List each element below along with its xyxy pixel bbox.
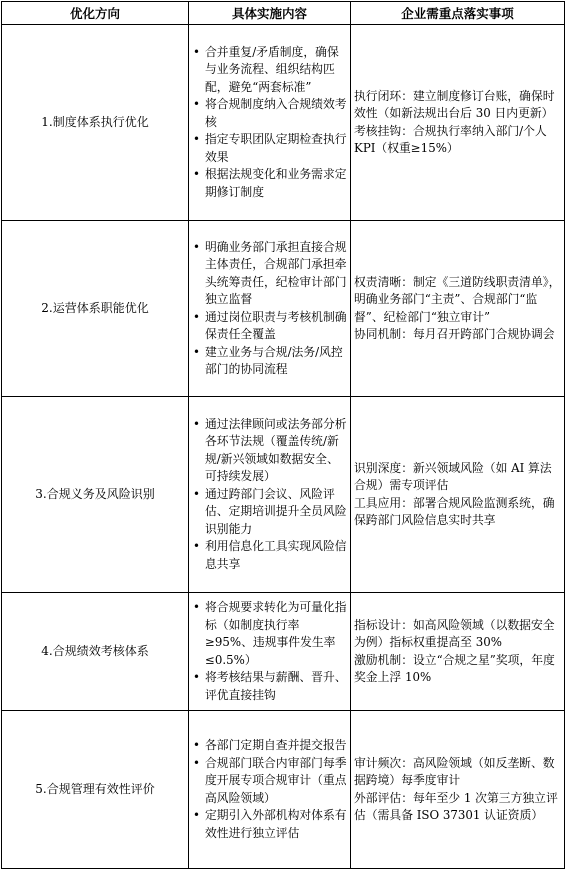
table-row <box>2 397 565 593</box>
list-item: • 将合规要求转化为可量化指标（如制度执行率≥95%、违规事件发生率≤0.5%） <box>192 599 347 669</box>
header-direction: 优化方向 <box>2 2 189 25</box>
list-item: • 定期引入外部机构对体系有效性进行独立评估 <box>192 807 347 842</box>
requirement-text: 审计频次：高风险领域（如反垄断、数据跨境）每季度审计 <box>354 755 555 787</box>
table-row <box>2 221 565 397</box>
direction-cell: 4.合规绩效考核体系 <box>2 593 189 711</box>
implementation-cell <box>189 221 351 397</box>
table-row <box>2 711 565 869</box>
requirements-cell <box>351 593 565 711</box>
implementation-cell <box>189 25 351 221</box>
requirements-cell <box>351 397 565 593</box>
direction-cell: 5.合规管理有效性评价 <box>2 711 189 869</box>
requirement-text: 考核挂钩：合规执行率纳入部门/个人 KPI（权重≥15%） <box>354 123 547 155</box>
table-row <box>2 25 565 221</box>
requirement-text: 识别深度：新兴领域风险（如 AI 算法合规）需专项评估 <box>354 460 552 492</box>
list-item: • 建立业务与合规/法务/风控部门的协同流程 <box>192 344 347 379</box>
list-item: • 各部门定期自查并提交报告 <box>192 737 347 755</box>
header-requirements: 企业需重点落实事项 <box>351 2 565 25</box>
requirement-text: 执行闭环：建立制度修订台账，确保时效性（如新法规出台后 30 日内更新） <box>354 88 555 120</box>
requirement-text: 工具应用：部署合规风险监测系统，确保跨部门风险信息实时共享 <box>354 495 555 527</box>
requirement-text: 权责清晰：制定《三道防线职责清单》，明确业务部门“主责”、合规部门“监督”、纪检部门“独立审计” <box>354 274 561 324</box>
list-item: • 将合规制度纳入合规绩效考核 <box>192 96 347 131</box>
requirements-cell <box>351 711 565 869</box>
direction-cell: 3.合规义务及风险识别 <box>2 397 189 593</box>
header-row <box>2 2 565 25</box>
list-item: • 合规部门联合内审部门每季度开展专项合规审计（重点高风险领域） <box>192 755 347 808</box>
list-item: • 指定专职团队定期检查执行效果 <box>192 131 347 166</box>
implementation-cell <box>189 711 351 869</box>
table-row <box>2 593 565 711</box>
direction-cell: 1.制度体系执行优化 <box>2 25 189 221</box>
list-item: • 将考核结果与薪酬、晋升、评优直接挂钩 <box>192 669 347 704</box>
list-item: • 根据法规变化和业务需求定期修订制度 <box>192 166 347 201</box>
requirement-text: 外部评估：每年至少 1 次第三方独立评估（需具备 ISO 37301 认证资质） <box>354 790 558 822</box>
list-item: • 明确业务部门承担直接合规主体责任，合规部门承担牵头统筹责任，纪检审计部门独立监督 <box>192 239 347 309</box>
requirement-text: 激励机制：设立“合规之星”奖项，年度奖金上浮 10% <box>354 652 555 684</box>
list-item: • 利用信息化工具实现风险信息共享 <box>192 538 347 573</box>
implementation-cell <box>189 397 351 593</box>
compliance-optimization-table <box>1 1 565 869</box>
list-item: • 通过法律顾问或法务部分析各环节法规（覆盖传统/新规/新兴领域如数据安全、可持续发展） <box>192 416 347 486</box>
requirements-cell <box>351 25 565 221</box>
requirements-cell <box>351 221 565 397</box>
direction-cell: 2.运营体系职能优化 <box>2 221 189 397</box>
list-item: • 合并重复/矛盾制度，确保与业务流程、组织结构匹配，避免“两套标准” <box>192 44 347 97</box>
header-implementation: 具体实施内容 <box>189 2 351 25</box>
requirement-text: 协同机制：每月召开跨部门合规协调会 <box>354 327 555 341</box>
implementation-cell <box>189 593 351 711</box>
list-item: • 通过岗位职责与考核机制确保责任全覆盖 <box>192 309 347 344</box>
requirement-text: 指标设计：如高风险领域（以数据安全为例）指标权重提高至 30% <box>354 617 555 649</box>
list-item: • 通过跨部门会议、风险评估、定期培训提升全员风险识别能力 <box>192 486 347 539</box>
